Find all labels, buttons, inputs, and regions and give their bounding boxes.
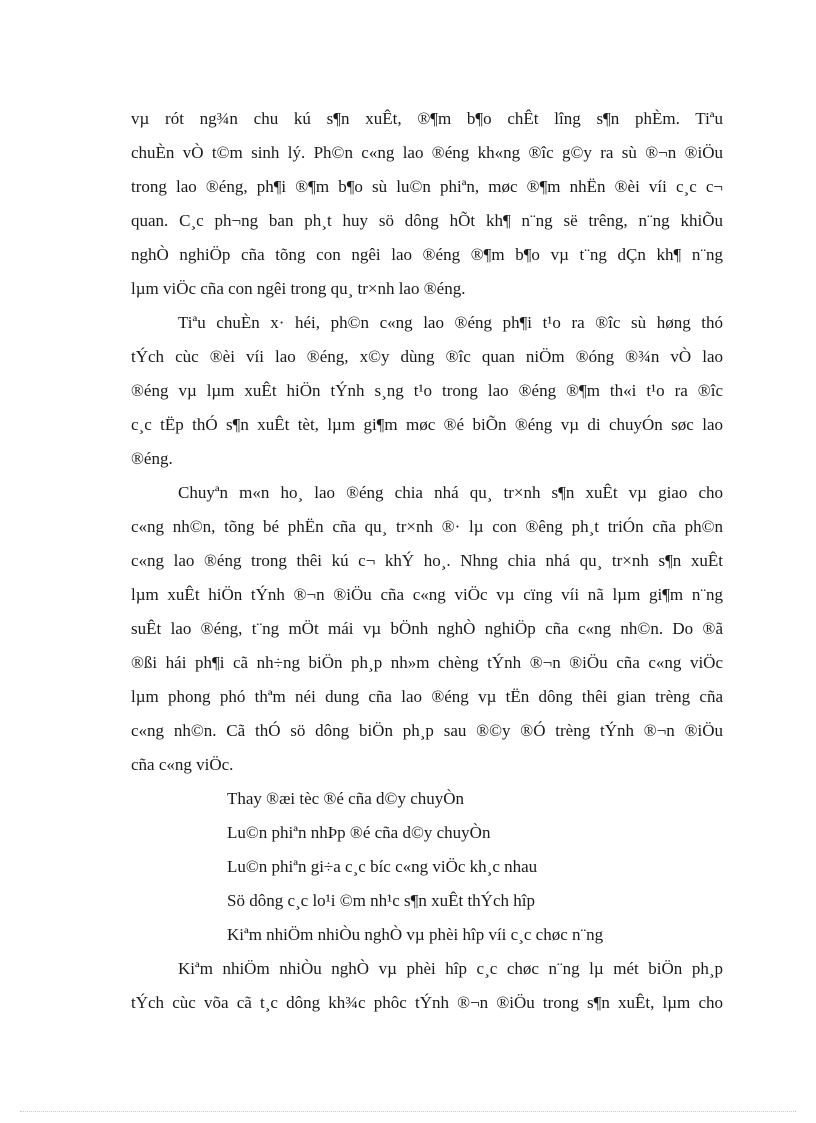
paragraph-3-line-4: lµm xuÊt hiÖn tÝnh ®¬n ®iÖu cña c«ng viÖc vµ cïng víi nã lµm gi¶m n¨ng <box>131 585 723 604</box>
page-bottom-divider <box>20 1111 796 1112</box>
paragraph-2-line-2: tÝch cùc ®èi víi lao ®éng, x©y dùng ®îc quan niÖm ®óng ®¾n vÒ lao <box>131 347 723 366</box>
paragraph-2-line-4: c¸c tËp thÓ s¶n xuÊt tèt, lµm gi¶m møc ®é biÕn ®éng vµ di chuyÓn søc lao <box>131 415 723 434</box>
list-item: Thay ®æi tèc ®é cña d©y chuyÒn <box>227 789 465 808</box>
paragraph-2-line-5: ®éng. <box>131 449 173 468</box>
paragraph-1-line-1: vµ rót ng¾n chu kú s¶n xuÊt, ®¶m b¶o chÊt lîng s¶n phÈm. Tiªu <box>131 109 723 128</box>
paragraph-1-line-4: quan. C¸c ph¬ng ban ph¸t huy sö dông hÕt kh¶ n¨ng së trêng, n¨ng khiÕu <box>131 211 723 230</box>
paragraph-1-line-6: lµm viÖc cña con ngêi trong qu¸ tr×nh lao ®éng. <box>131 279 466 298</box>
paragraph-3-line-1: Chuyªn m«n ho¸ lao ®éng chia nhá qu¸ tr×nh s¶n xuÊt vµ giao cho <box>178 483 723 502</box>
paragraph-3-line-6: ®ßi hái ph¶i cã nh÷ng biÖn ph¸p nh»m chèng tÝnh ®¬n ®iÖu cña c«ng viÖc <box>131 653 723 672</box>
paragraph-1-line-3: trong lao ®éng, ph¶i ®¶m b¶o sù lu©n phiªn, møc ®¶m nhËn ®èi víi c¸c c¬ <box>131 177 723 196</box>
list-item: Lu©n phiªn gi÷a c¸c bíc c«ng viÖc kh¸c nhau <box>227 857 538 876</box>
paragraph-4-line-1: Kiªm nhiÖm nhiÒu nghÒ vµ phèi hîp c¸c chøc n¨ng lµ mét biÖn ph¸p <box>178 959 723 978</box>
paragraph-2-line-3: ®éng vµ lµm xuÊt hiÖn tÝnh s¸ng t¹o trong lao ®éng ®¶m th«i t¹o ra ®îc <box>131 381 723 400</box>
paragraph-3-line-3: c«ng lao ®éng trong thêi kú c¬ khÝ ho¸. Nhng chia nhá qu¸ tr×nh s¶n xuÊt <box>131 551 723 570</box>
paragraph-4-line-2: tÝch cùc võa cã t¸c dông kh¾c phôc tÝnh ®¬n ®iÖu trong s¶n xuÊt, lµm cho <box>131 993 723 1012</box>
paragraph-3-line-9: cña c«ng viÖc. <box>131 755 234 774</box>
paragraph-3-line-7: lµm phong phó thªm néi dung cña lao ®éng vµ tËn dông thêi gian trèng cña <box>131 687 723 706</box>
paragraph-3-line-8: c«ng nh©n. Cã thÓ sö dông biÖn ph¸p sau ®©y ®Ó trèng tÝnh ®¬n ®iÖu <box>131 721 723 740</box>
body-text <box>131 102 723 1020</box>
paragraph-1-line-2: chuÈn vÒ t©m sinh lý. Ph©n c«ng lao ®éng kh«ng ®îc g©y ra sù ®¬n ®iÖu <box>131 143 723 162</box>
paragraph-3-line-5: suÊt lao ®éng, t¨ng mÖt mái vµ bÖnh nghÒ nghiÖp cña c«ng nh©n. Do ®ã <box>131 619 723 638</box>
paragraph-2-line-1: Tiªu chuÈn x· héi, ph©n c«ng lao ®éng ph¶i t¹o ra ®îc sù høng thó <box>178 313 723 332</box>
list-item: Sö dông c¸c lo¹i ©m nh¹c s¶n xuÊt thÝch hîp <box>227 891 535 910</box>
list-item: Kiªm nhiÖm nhiÒu nghÒ vµ phèi hîp víi c¸c chøc n¨ng <box>227 925 604 944</box>
paragraph-3-line-2: c«ng nh©n, tõng bé phËn cña qu¸ tr×nh ®· lµ con ®êng ph¸t triÓn cña ph©n <box>131 517 723 536</box>
list-item: Lu©n phiªn nhÞp ®é cña d©y chuyÒn <box>227 823 491 842</box>
paragraph-1-line-5: nghÒ nghiÖp cña tõng con ngêi lao ®éng ®¶m b¶o vµ t¨ng dÇn kh¶ n¨ng <box>131 245 723 264</box>
